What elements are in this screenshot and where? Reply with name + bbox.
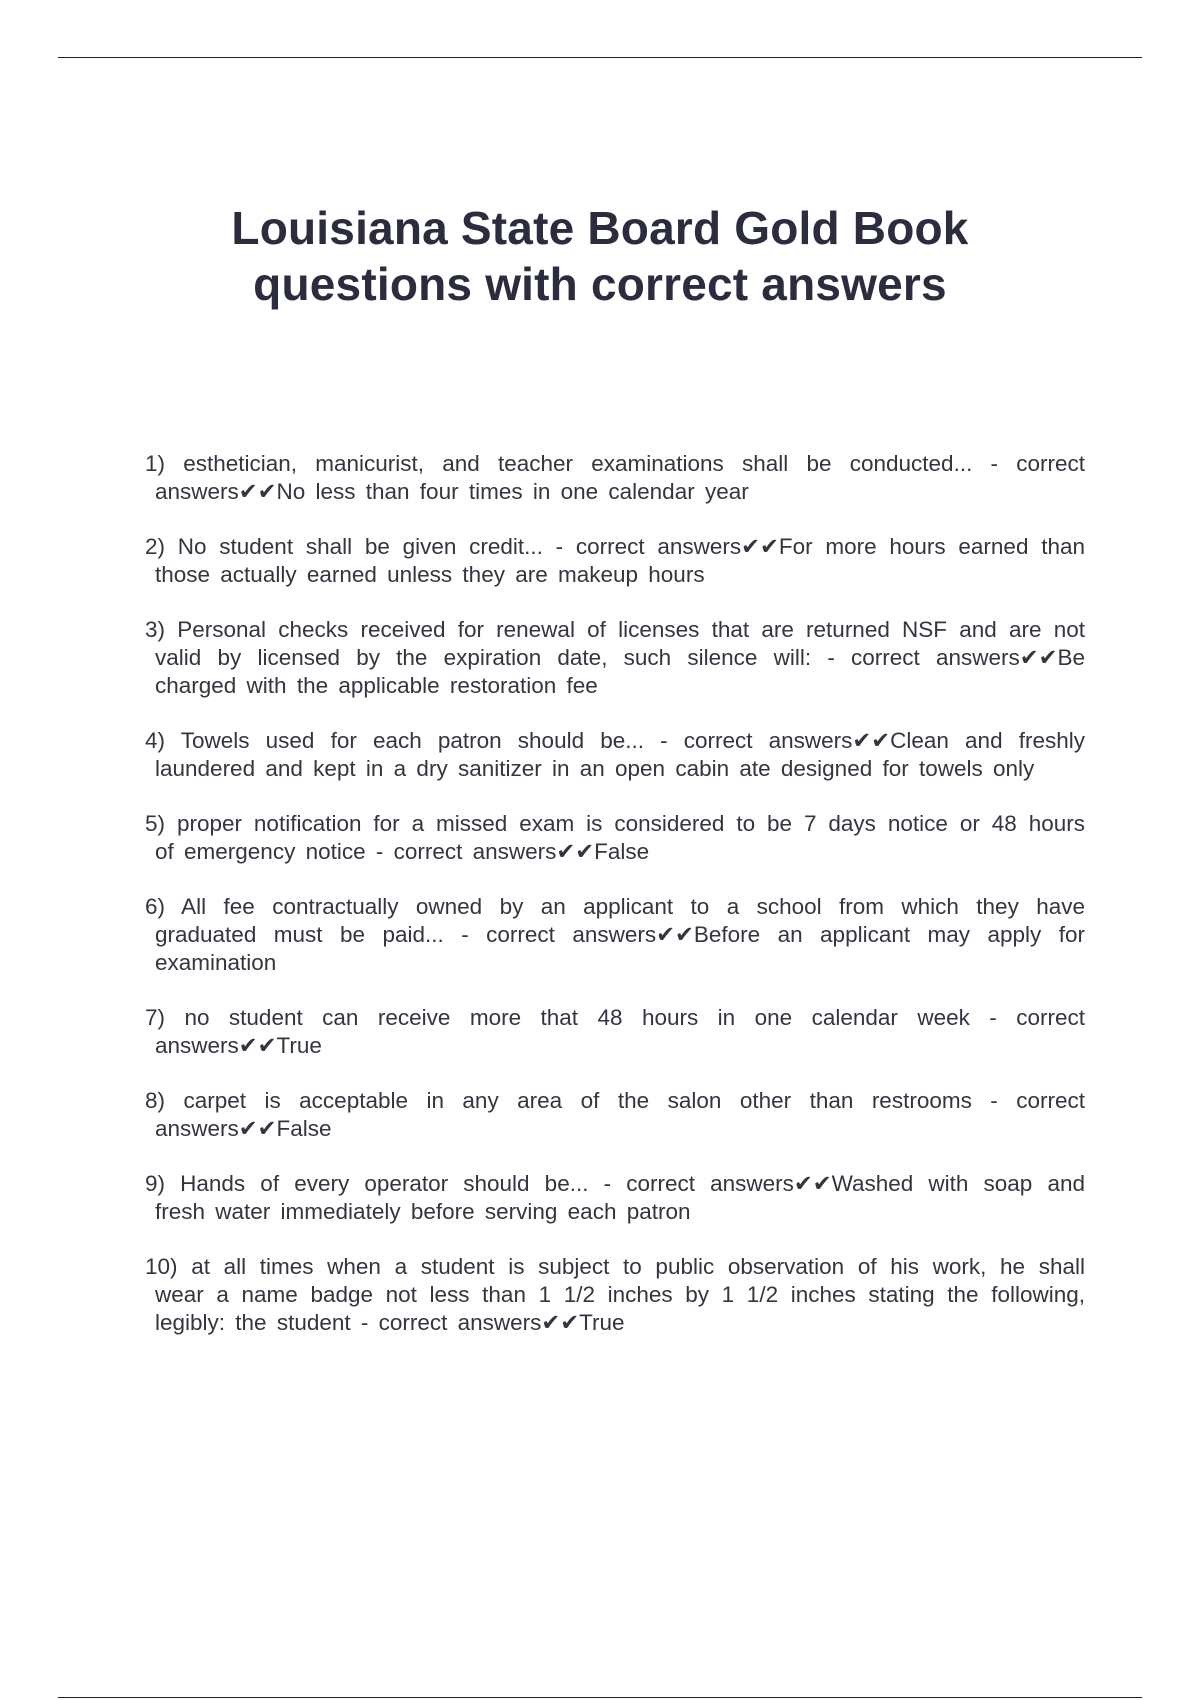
list-item	[145, 450, 1085, 506]
list-item	[145, 1170, 1085, 1226]
list-item	[145, 533, 1085, 589]
list-item	[145, 1004, 1085, 1060]
item-text: Personal checks received for renewal of licenses that are returned NSF and are not valid by licensed by the expiration date, such silence will: - correct answers✔✔Be charged with the applicable restoration fee	[155, 617, 1085, 698]
item-number: 5)	[145, 811, 166, 836]
item-number: 8)	[145, 1088, 166, 1113]
list-item	[145, 727, 1085, 783]
top-rule	[58, 57, 1142, 58]
item-text: No student shall be given credit... - correct answers✔✔For more hours earned than those actually earned unless they are makeup hours	[155, 534, 1085, 587]
item-number: 1)	[145, 451, 166, 476]
item-text: carpet is acceptable in any area of the salon other than restrooms - correct answers✔✔False	[155, 1088, 1085, 1141]
item-text: esthetician, manicurist, and teacher examinations shall be conducted... - correct answers✔✔No less than four times in one calendar year	[155, 451, 1085, 504]
item-text: All fee contractually owned by an applicant to a school from which they have graduated must be paid... - correct answers✔✔Before an applicant may apply for examination	[155, 894, 1085, 975]
question-list	[145, 450, 1085, 1364]
item-number: 4)	[145, 728, 166, 753]
page-title	[100, 200, 1100, 312]
item-number: 7)	[145, 1005, 166, 1030]
item-text: proper notification for a missed exam is considered to be 7 days notice or 48 hours of emergency notice - correct answers✔✔False	[155, 811, 1085, 864]
item-number: 6)	[145, 894, 166, 919]
list-item	[145, 1253, 1085, 1337]
item-text: Hands of every operator should be... - correct answers✔✔Washed with soap and fresh water immediately before serving each patron	[155, 1171, 1085, 1224]
list-item	[145, 616, 1085, 700]
item-number: 3)	[145, 617, 166, 642]
item-text: at all times when a student is subject to public observation of his work, he shall wear a name badge not less than 1 1/2 inches by 1 1/2 inches stating the following, legibly: the student - correct answers✔✔True	[155, 1254, 1085, 1335]
bottom-rule	[58, 1697, 1142, 1698]
item-number: 9)	[145, 1171, 166, 1196]
list-item	[145, 810, 1085, 866]
list-item	[145, 1087, 1085, 1143]
list-item	[145, 893, 1085, 977]
item-number: 10)	[145, 1254, 178, 1279]
item-text: no student can receive more that 48 hours in one calendar week - correct answers✔✔True	[155, 1005, 1085, 1058]
item-number: 2)	[145, 534, 166, 559]
title-line-1: Louisiana State Board Gold Book	[231, 202, 969, 254]
item-text: Towels used for each patron should be... - correct answers✔✔Clean and freshly laundered and kept in a dry sanitizer in an open cabin ate designed for towels only	[155, 728, 1085, 781]
title-line-2: questions with correct answers	[253, 258, 947, 310]
